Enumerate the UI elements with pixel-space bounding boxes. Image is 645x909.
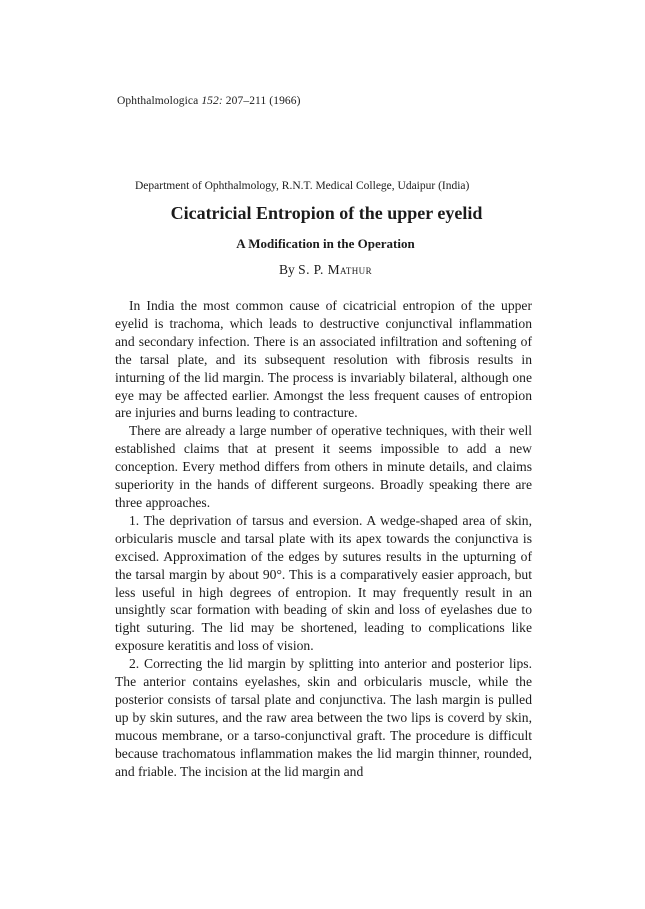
journal-pages-year: 207–211 (1966)	[225, 95, 301, 107]
journal-citation	[117, 95, 301, 107]
journal-name: Ophthalmologica	[117, 95, 199, 107]
paragraph: 2. Correcting the lid margin by splitting into anterior and posterior lips. The anterior contains eyelashes, skin and orbicularis muscle, while the posterior consists of tarsal plate and conjunctiva. The lash margin is pulled up by skin sutures, and the raw area between the two lips is coverd by skin, mucous membrane, or a tarso-conjunctival graft. The procedure is difficult because trachomatous inflammation makes the lid margin thinner, rounded, and friable. The incision at the lid margin and	[115, 656, 532, 779]
author-name: S. P. Mathur	[298, 262, 372, 277]
byline-prefix: By	[279, 262, 295, 277]
affiliation: Department of Ophthalmology, R.N.T. Medical College, Udaipur (India)	[135, 180, 470, 192]
paragraph: There are already a large number of operative techniques, with their well established claims that at present it seems impossible to add a new conception. Every method differs from others in minute details, and claims superiority in the hands of different surgeons. Broadly speaking there are three approaches.	[115, 423, 532, 510]
article-body	[115, 297, 532, 780]
article-subtitle: A Modification in the Operation	[236, 236, 415, 251]
paragraph: In India the most common cause of cicatricial entropion of the upper eyelid is trachoma, which leads to destructive conjunctival inflammation and secondary infection. There is an associated infiltration and softening of the tarsal plate, and its subsequent resolution with fibrosis results in inturning of the lid margin. The process is invariably bilateral, although one eye may be affected earlier. Amongst the less frequent causes of entropion are injuries and burns leading to contracture.	[115, 298, 532, 421]
journal-volume: 152:	[201, 95, 223, 107]
article-title: Cicatricial Entropion of the upper eyelid	[170, 203, 483, 223]
author-byline	[0, 262, 645, 278]
paragraph: 1. The deprivation of tarsus and eversion. A wedge-shaped area of skin, orbicularis muscle and tarsal plate with its apex towards the conjunctiva is excised. Approximation of the edges by sutures results in the upturning of the tarsal margin by about 90°. This is a comparatively easier approach, but less useful in high degrees of entropion. It may frequently result in an unsightly scar formation with beading of skin and loss of eyelashes due to tight suturing. The lid may be shortened, leading to complications like exposure keratitis and loss of vision.	[115, 512, 532, 654]
